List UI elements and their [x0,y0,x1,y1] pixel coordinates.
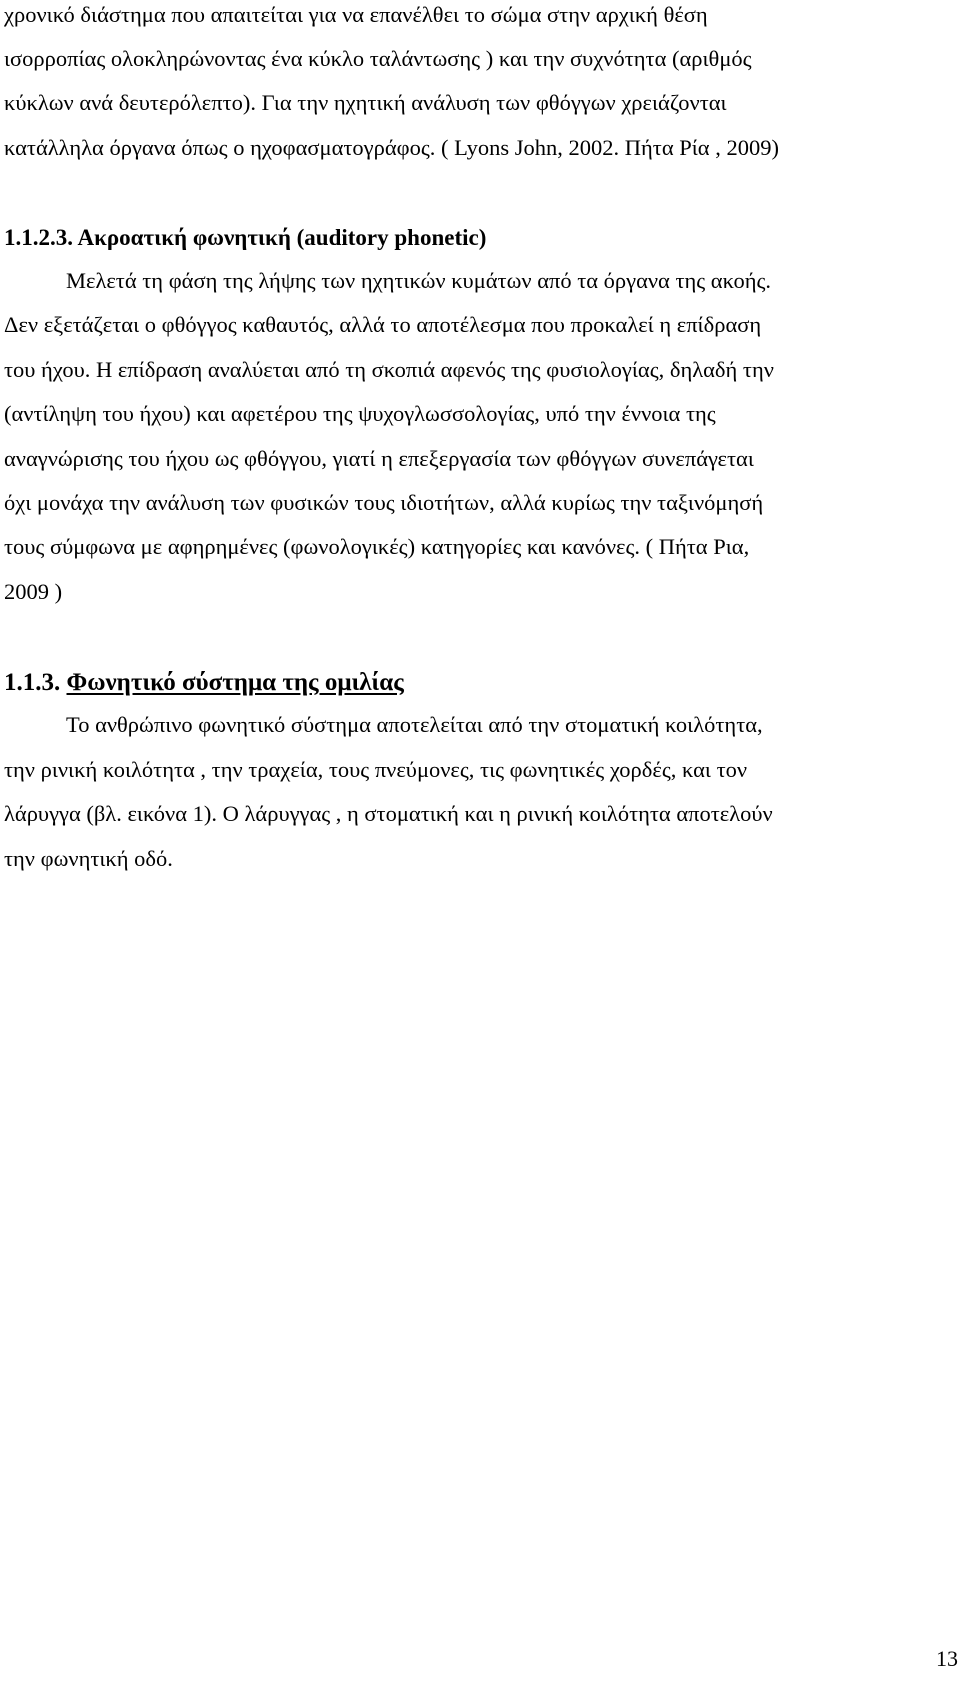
text-line: (αντίληψη του ήχου) και αφετέρου της ψυχογλωσσολογίας, υπό την έννοια της [4,401,716,426]
page-number: 13 [936,1646,958,1671]
section-heading-phonetic-system [4,670,404,695]
text-line: όχι μονάχα την ανάλυση των φυσικών τους ιδιοτήτων, αλλά κυρίως την ταξινόμησή [4,490,764,515]
section-title: Φωνητικό σύστημα της ομιλίας [66,669,404,696]
text-line: ισορροπίας ολοκληρώνοντας ένα κύκλο ταλάντωσης ) και την συχνότητα (αριθμός [4,46,752,71]
text-line: λάρυγγα (βλ. εικόνα 1). Ο λάρυγγας , η στοματική και η ρινική κοιλότητα αποτελούν [4,801,773,826]
section-title: Ακροατική φωνητική (auditory phonetic) [77,225,487,250]
section-number: 1.1.3. [4,669,61,696]
text-line: την ρινική κοιλότητα , την τραχεία, τους πνεύμονες, τις φωνητικές χορδές, και τον [4,757,748,782]
text-line: την φωνητική οδό. [4,846,173,871]
section-number: 1.1.2.3. [4,225,73,250]
text-line: 2009 ) [4,579,63,604]
text-line: αναγνώρισης του ήχου ως φθόγγου, γιατί η επεξεργασία των φθόγγων συνεπάγεται [4,446,754,471]
text-line: Το ανθρώπινο φωνητικό σύστημα αποτελείται από την στοματική κοιλότητα, [66,712,763,737]
text-line: κύκλων ανά δευτερόλεπτο). Για την ηχητική ανάλυση των φθόγγων χρειάζονται [4,90,727,115]
text-line: κατάλληλα όργανα όπως ο ηχοφασματογράφος. ( Lyons John, 2002. Πήτα Ρία , 2009) [4,135,779,160]
text-line: Δεν εξετάζεται ο φθόγγος καθαυτός, αλλά το αποτέλεσμα που προκαλεί η επίδραση [4,312,762,337]
section-heading-auditory [4,226,486,249]
text-line: Μελετά τη φάση της λήψης των ηχητικών κυμάτων από τα όργανα της ακοής. [66,268,771,293]
text-line: τους σύμφωνα με αφηρημένες (φωνολογικές) κατηγορίες και κανόνες. ( Πήτα Ρια, [4,534,750,559]
text-line: του ήχου. Η επίδραση αναλύεται από τη σκοπιά αφενός της φυσιολογίας, δηλαδή την [4,357,774,382]
text-line: χρονικό διάστημα που απαιτείται για να επανέλθει το σώμα στην αρχική θέση [4,2,708,27]
